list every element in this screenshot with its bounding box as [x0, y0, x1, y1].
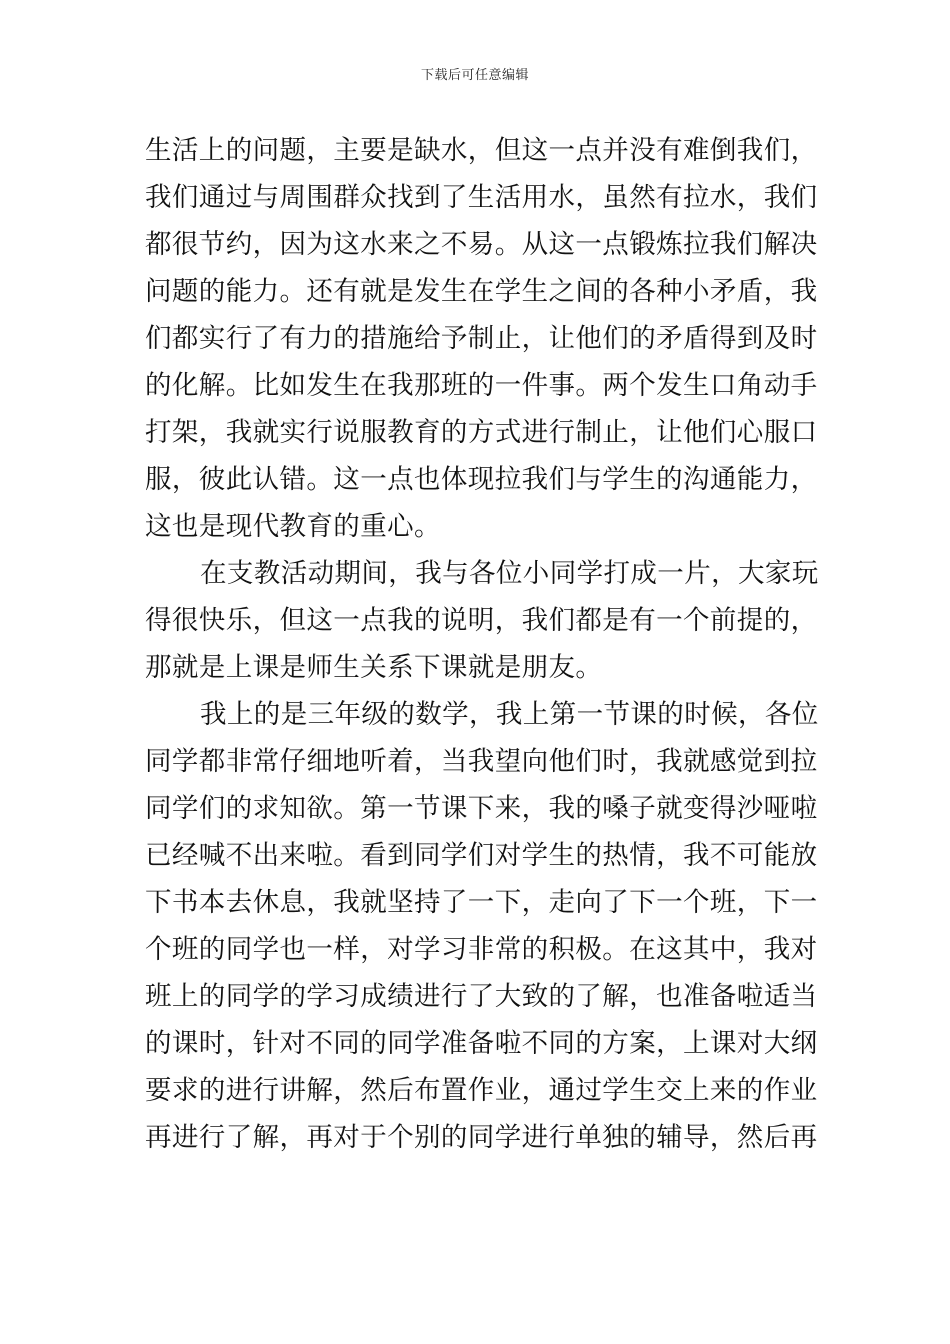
text-line: 班上的同学的学习成绩进行了大致的了解，也准备啦适当: [145, 981, 818, 1012]
paragraph-first-line: 我上的是三年级的数学，我上第一节课的时候，各位: [200, 699, 819, 730]
text-line: 我们通过与周围群众找到了生活用水，虽然有拉水，我们: [145, 182, 818, 213]
text-line: 已经喊不出来啦。看到同学们对学生的热情，我不可能放: [145, 840, 818, 871]
text-line: 个班的同学也一样，对学习非常的积极。在这其中，我对: [145, 934, 818, 965]
text-line: 打架，我就实行说服教育的方式进行制止，让他们心服口: [145, 417, 818, 448]
text-line: 要求的进行讲解，然后布置作业，通过学生交上来的作业: [145, 1075, 818, 1106]
text-line: 同学们的求知欲。第一节课下来，我的嗓子就变得沙哑啦: [145, 793, 818, 824]
page-header: 下载后可任意编辑: [420, 68, 529, 83]
text-line: 这也是现代教育的重心。: [145, 511, 441, 542]
text-line: 服，彼此认错。这一点也体现拉我们与学生的沟通能力，: [145, 464, 818, 495]
text-line: 同学都非常仔细地听着，当我望向他们时，我就感觉到拉: [145, 746, 818, 777]
text-line: 下书本去休息，我就坚持了一下，走向了下一个班，下一: [145, 887, 818, 918]
document-body: [145, 127, 819, 1161]
text-line: 都很节约，因为这水来之不易。从这一点锻炼拉我们解决: [145, 229, 818, 260]
text-line: 再进行了解，再对于个别的同学进行单独的辅导，然后再: [145, 1122, 818, 1153]
text-line: 的课时，针对不同的同学准备啦不同的方案，上课对大纲: [145, 1028, 818, 1059]
text-line: 们都实行了有力的措施给予制止，让他们的矛盾得到及时: [145, 323, 818, 354]
text-line: 生活上的问题，主要是缺水，但这一点并没有难倒我们，: [145, 135, 818, 166]
text-line: 问题的能力。还有就是发生在学生之间的各种小矛盾，我: [145, 276, 818, 307]
paragraph-first-line: 在支教活动期间，我与各位小同学打成一片，大家玩: [200, 558, 819, 589]
text-line: 的化解。比如发生在我那班的一件事。两个发生口角动手: [145, 370, 818, 401]
text-line: 那就是上课是师生关系下课就是朋友。: [145, 652, 603, 683]
text-line: 得很快乐，但这一点我的说明，我们都是有一个前提的，: [145, 605, 818, 636]
